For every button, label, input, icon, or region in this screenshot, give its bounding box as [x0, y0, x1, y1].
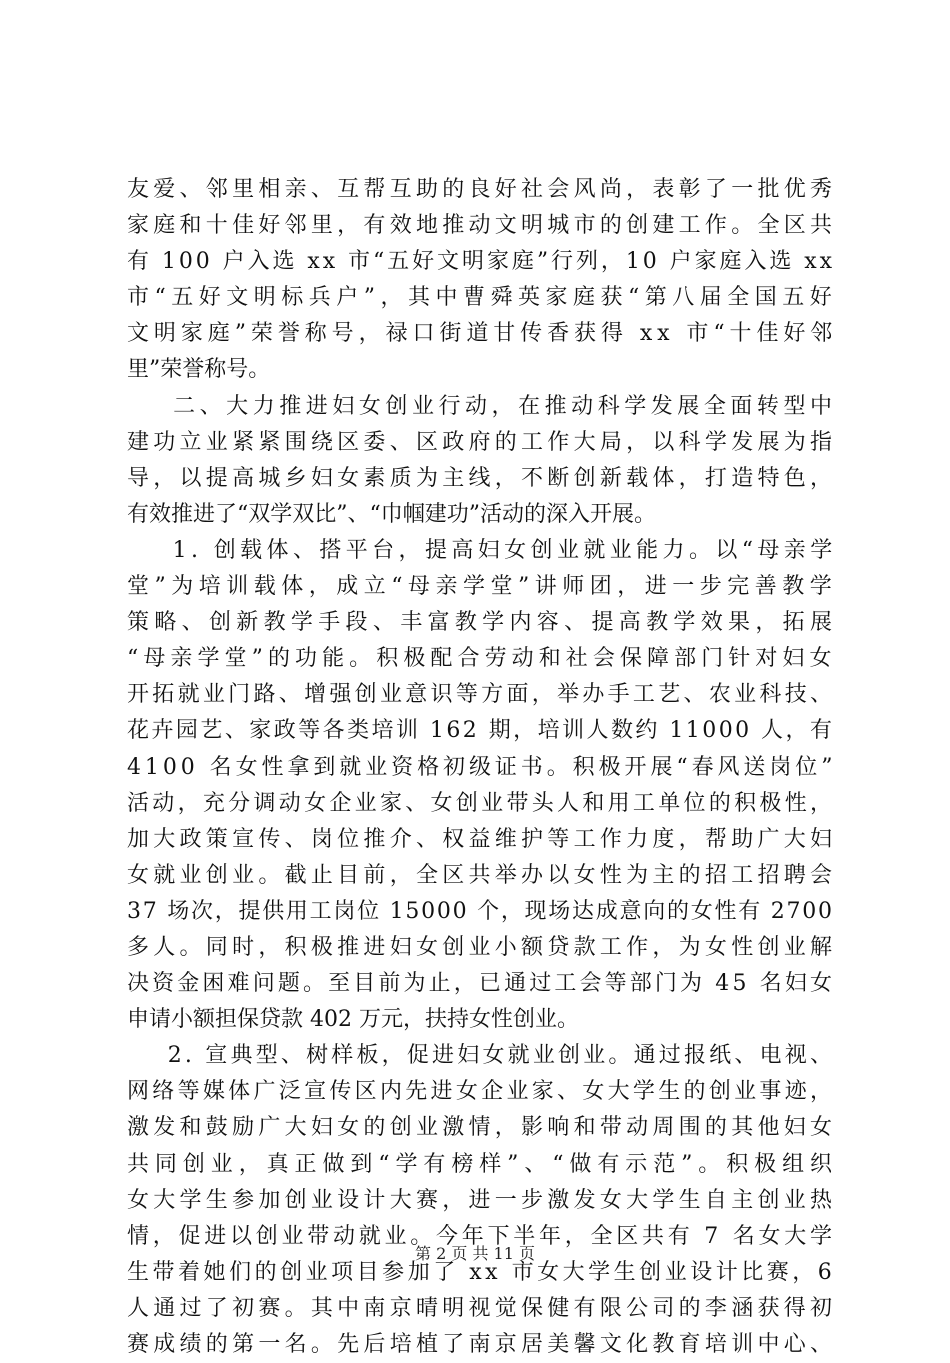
- text-line: 加大政策宣传、岗位推介、权益维护等工作力度，帮助广大妇: [127, 826, 837, 852]
- text-line: 2. 宣典型、树样板，促进妇女就业创业。通过报纸、电视、: [127, 1043, 836, 1069]
- text-line: 市“五好文明标兵户”，其中曹舜英家庭获“第八届全国五好: [127, 285, 838, 311]
- text-line: 女就业创业。截止目前，全区共举办以女性为主的招工招聘会: [127, 862, 837, 888]
- text-line: 申请小额担保贷款 402 万元，扶持女性创业。: [127, 1007, 579, 1033]
- text-line: 赛成绩的第一名。先后培植了南京居美馨文化教育培训中心、: [127, 1332, 837, 1357]
- text-line: 决资金困难问题。至目前为止，已通过工会等部门为 45 名妇女: [127, 971, 836, 997]
- text-line: 活动，充分调动女企业家、女创业带头人和用工单位的积极性，: [127, 790, 836, 816]
- text-line: 建功立业紧紧围绕区委、区政府的工作大局，以科学发展为指: [127, 429, 837, 455]
- text-line: 网络等媒体广泛宣传区内先进女企业家、女大学生的创业事迹，: [127, 1079, 836, 1105]
- text-line: 策略、创新教学手段、丰富教学内容、提高教学效果，拓展: [127, 610, 838, 636]
- text-line: 有效推进了“双学双比”、“巾帼建功”活动的深入开展。: [127, 501, 656, 527]
- text-line: 文明家庭”荣誉称号，禄口街道甘传香获得 xx 市“十佳好邻: [127, 321, 838, 347]
- page-footer: 第 2 页 共 11 页: [415, 1244, 535, 1263]
- text-line: 1. 创载体、搭平台，提高妇女创业就业能力。以“母亲学: [127, 537, 837, 563]
- text-line: 家庭和十佳好邻里，有效地推动文明城市的创建工作。全区共: [127, 213, 837, 239]
- text-line: 37 场次，提供用工岗位 15000 个，现场达成意向的女性有 2700: [127, 898, 834, 924]
- text-line: 友爱、邻里相亲、互帮互助的良好社会风尚，表彰了一批优秀: [127, 177, 837, 202]
- text-line: 堂”为培训载体，成立“母亲学堂”讲师团，进一步完善教学: [127, 574, 838, 600]
- text-line: 里”荣誉称号。: [127, 357, 271, 383]
- document-body: [127, 172, 838, 1363]
- text-line: 有 100 户入选 xx 市“五好文明家庭”行列，10 户家庭入选 xx: [127, 249, 836, 275]
- text-line: 共同创业，真正做到“学有榜样”、“做有示范”。积极组织: [127, 1151, 838, 1177]
- text-line: 女大学生参加创业设计大赛，进一步激发女大学生自主创业热: [127, 1187, 837, 1213]
- text-line: 开拓就业门路、增强创业意识等方面，举办手工艺、农业科技、: [127, 682, 836, 708]
- text-line: 导，以提高城乡妇女素质为主线，不断创新载体，打造特色，: [127, 465, 837, 491]
- text-line: “母亲学堂”的功能。积极配合劳动和社会保障部门针对妇女: [127, 646, 837, 672]
- text-line: 人通过了初赛。其中南京晴明视觉保健有限公司的李涵获得初: [127, 1295, 837, 1321]
- text-line: 激发和鼓励广大妇女的创业激情，影响和带动周围的其他妇女: [127, 1115, 837, 1141]
- text-line: 生带着她们的创业项目参加了 xx 市女大学生创业设计比赛，6: [127, 1259, 836, 1285]
- text-line: 4100 名女性拿到就业资格初级证书。积极开展“春风送岗位”: [127, 754, 837, 780]
- text-line: 情，促进以创业带动就业。今年下半年，全区共有 7 名女大学: [127, 1223, 836, 1249]
- text-line: 多人。同时，积极推进妇女创业小额贷款工作，为女性创业解: [127, 934, 837, 960]
- text-line: 二、大力推进妇女创业行动，在推动科学发展全面转型中: [127, 393, 837, 419]
- text-line: 花卉园艺、家政等各类培训 162 期，培训人数约 11000 人，有: [127, 718, 835, 744]
